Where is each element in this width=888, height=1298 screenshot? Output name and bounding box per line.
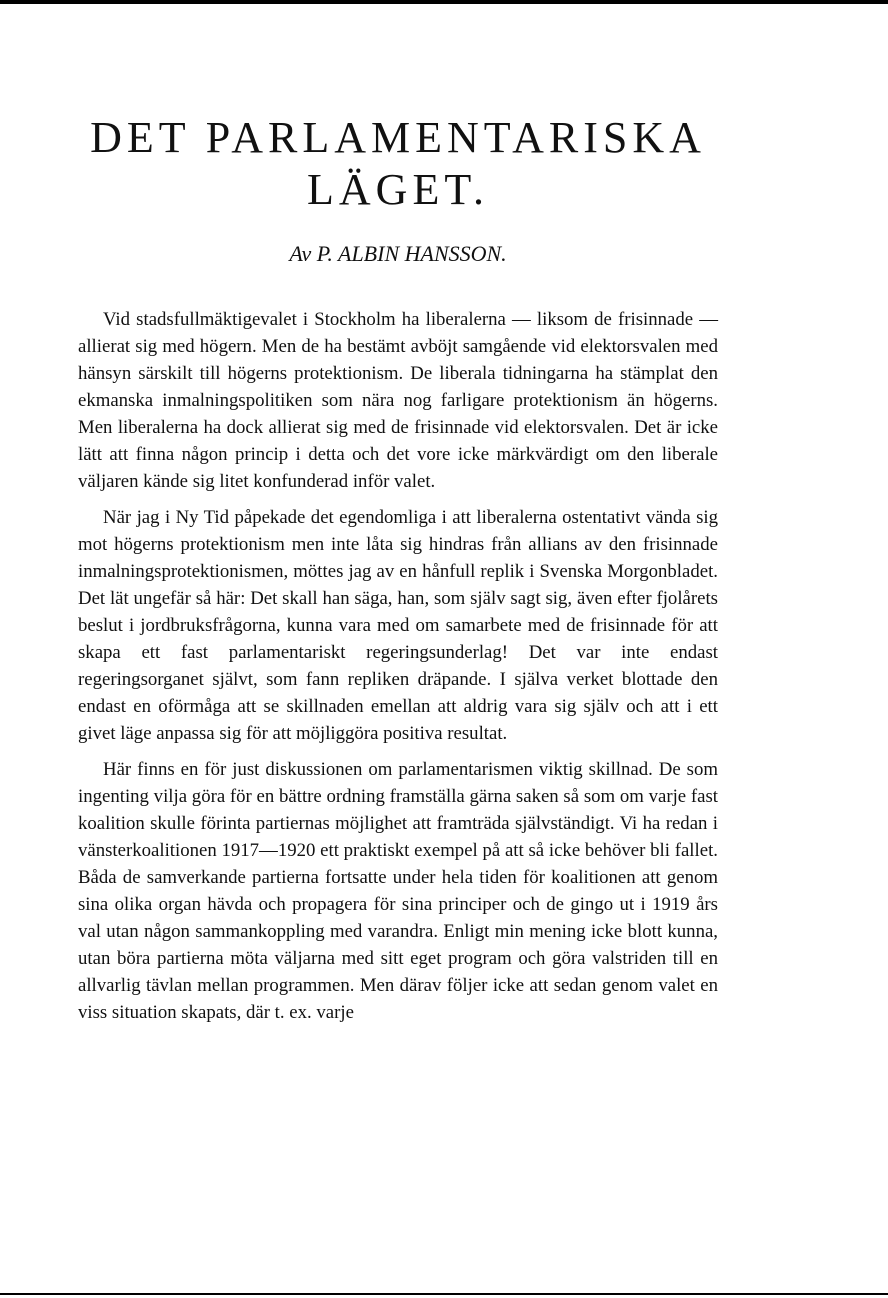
paragraph-1: Vid stadsfullmäktigevalet i Stockholm ha liberalerna — liksom de frisinnade — allierat sig med högern. Men de ha bestämt avböjt samgående vid elektorsvalen med hänsyn särskilt till högerns protektionism. De liberala tidningarna ha stämplat den ekmanska inmalningspolitiken som nära nog farligare protektionism än högerns. Men liberalerna ha dock allierat sig med de frisinnade vid elektorsvalen. Det är icke lätt att finna någon princip i detta och det vore icke märkvärdigt om den liberale väljaren kände sig litet konfunderad inför valet. (78, 309, 718, 492)
author-byline: Av P. ALBIN HANSSON. (289, 241, 507, 266)
article-body (78, 306, 718, 1026)
title-line-1: DET PARLAMENTARISKA (90, 113, 706, 162)
article-page (78, 112, 718, 1035)
paragraph-2: När jag i Ny Tid påpekade det egendomliga i att liberalerna ostentativt vända sig mot högerns protektionism men inte låta sig hindras från allians av den frisinnade inmalningsprotektionismen, möttes jag av en hånfull replik i Svenska Morgonbladet. Det lät ungefär så här: Det skall han säga, han, som själv sagt sig, även efter fjolårets beslut i jordbruksfrågorna, kunna vara med om samarbete med de frisinnade för att skapa ett fast parlamentariskt regeringsunderlag! Det var inte endast regeringsorganet självt, som fann repliken dräpande. I själva verket blottade den endast en oförmåga att se skillnaden emellan att aldrig vara sig själv och att i ett givet läge anpassa sig för att möjliggöra positiva resultat. (78, 507, 718, 744)
paragraph-3: Här finns en för just diskussionen om parlamentarismen viktig skillnad. De som ingenting vilja göra för en bättre ordning framställa gärna saken så som om varje fast koalition skulle förinta partiernas möjlighet att framträda självständigt. Vi ha redan i vänsterkoalitionen 1917—1920 ett praktiskt exempel på att så icke behöver bli fallet. Båda de samverkande partierna fortsatte under hela tiden för koalitionen att genom sina olika organ hävda och propagera för sina principer och de gingo ut i 1919 års val utan någon sammankoppling med varandra. Enligt min mening icke blott kunna, utan böra partierna möta väljarna med sitt eget program och göra valstriden till en allvarlig tävlan mellan programmen. Men därav följer icke att sedan genom valet en viss situation skapats, där t. ex. varje (78, 759, 718, 1023)
bottom-border-rule (0, 1293, 888, 1295)
title-line-2: LÄGET. (307, 165, 489, 214)
article-title (78, 112, 718, 216)
top-border-rule (0, 0, 888, 4)
